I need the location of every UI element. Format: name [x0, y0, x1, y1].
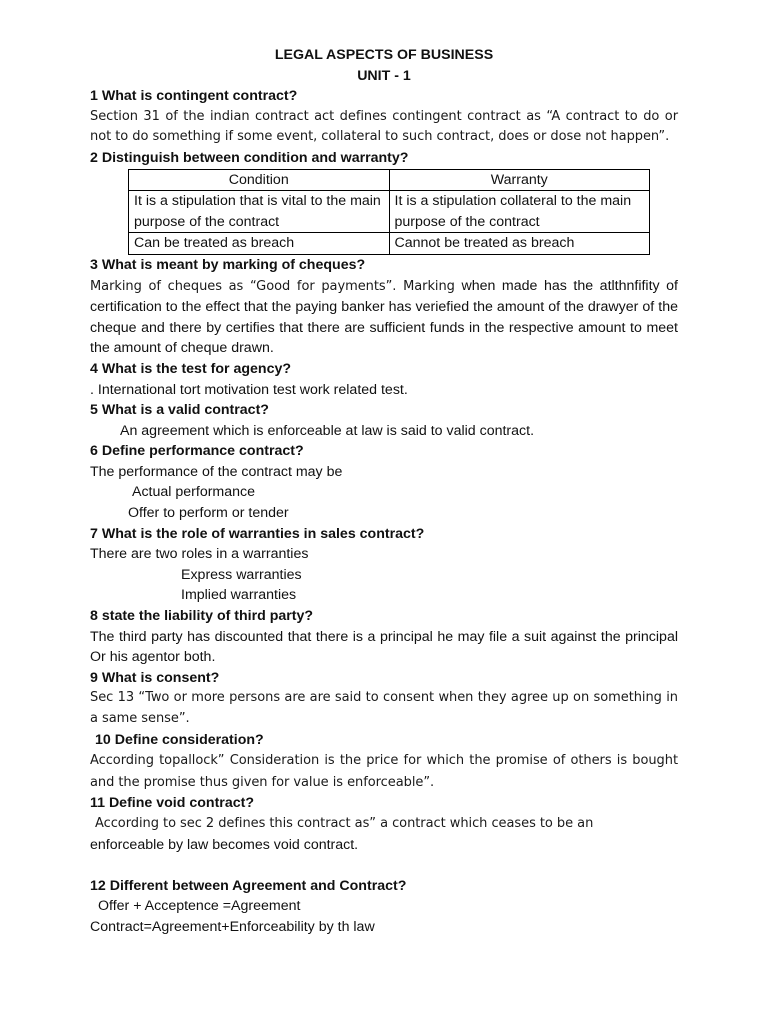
- spacer: [90, 855, 678, 876]
- answer-1: Section 31 of the indian contract act defines contingent contract as “A contract to do or not to do something if some event, collateral to such contract, does or dose not happen”.: [90, 108, 678, 145]
- condition-warranty-table: [128, 169, 650, 255]
- question-3: 3 What is meant by marking of cheques?: [90, 256, 366, 273]
- question-8: 8 state the liability of third party?: [90, 608, 314, 625]
- table-header-warranty: Warranty: [389, 169, 650, 191]
- question-11: 11 Define void contract?: [90, 795, 254, 812]
- question-1: 1 What is contingent contract?: [90, 88, 298, 105]
- list-item: Express warranties: [181, 566, 302, 583]
- answer-3-lead: Marking of cheques as “Good for payments”. Marking: [90, 278, 455, 294]
- answer-11-lead: According to sec 2 defines this contract as” a contract which ceases to be an: [95, 815, 594, 831]
- question-10: 10 Define consideration?: [95, 731, 264, 748]
- answer-3-rest: when made has the atlthnfifity of certification to the effect that the paying banker has veriefied the amount of the drawyer of the cheque and there by certifies that there are sufficient funds in the respective amount to meet the amount of cheque drawn.: [90, 277, 678, 357]
- table-header-row: [129, 169, 650, 191]
- answer-8: The third party has discounted that there is a principal he may file a suit against the principal Or his agentor both.: [90, 628, 678, 666]
- answer-7: There are two roles in a warranties: [90, 546, 309, 563]
- question-9: 9 What is consent?: [90, 669, 220, 686]
- table-row: [129, 191, 650, 233]
- answer-3: [90, 276, 678, 359]
- list-item: Actual performance: [132, 484, 256, 501]
- document-title: LEGAL ASPECTS OF BUSINESS: [274, 47, 494, 63]
- question-6: 6 Define performance contract?: [90, 443, 304, 460]
- table-cell: It is a stipulation that is vital to the main purpose of the contract: [129, 191, 390, 233]
- answer-10-lead: According topallock” Consideration is the price for which the promise of others is bought and the promise thus given for value is: [90, 753, 678, 790]
- answer-5: An agreement which is enforceable at law is said to valid contract.: [120, 422, 535, 439]
- question-12: 12 Different between Agreement and Contract?: [90, 877, 407, 894]
- document-page: [90, 45, 678, 938]
- answer-12-line-2: Contract=Agreement+Enforceability by th law: [90, 918, 375, 935]
- answer-4: . International tort motivation test work related test.: [90, 381, 408, 398]
- table-cell: Can be treated as breach: [129, 233, 390, 255]
- answer-12-line-1: Offer + Acceptence =Agreement: [98, 898, 301, 915]
- question-7: 7 What is the role of warranties in sales contract?: [90, 525, 425, 542]
- table-cell: It is a stipulation collateral to the main purpose of the contract: [389, 191, 650, 233]
- question-2: 2 Distinguish between condition and warranty?: [90, 149, 409, 166]
- unit-heading: UNIT - 1: [357, 67, 411, 84]
- answer-9: Sec 13 “Two or more persons are are said to consent when they agree up on something in a same sense”.: [90, 690, 678, 726]
- question-5: 5 What is a valid contract?: [90, 402, 269, 419]
- table-header-condition: Condition: [129, 169, 390, 191]
- question-4: 4 What is the test for agency?: [90, 360, 292, 377]
- answer-10-tail: enforceable”.: [347, 774, 435, 790]
- table-row: [129, 233, 650, 255]
- answer-10: [90, 750, 678, 793]
- answer-11-rest: enforceable by law becomes void contract.: [90, 836, 359, 853]
- list-item: Implied warranties: [181, 587, 297, 604]
- table-cell: Cannot be treated as breach: [389, 233, 650, 255]
- list-item: Offer to perform or tender: [128, 505, 289, 522]
- answer-6: The performance of the contract may be: [90, 463, 343, 480]
